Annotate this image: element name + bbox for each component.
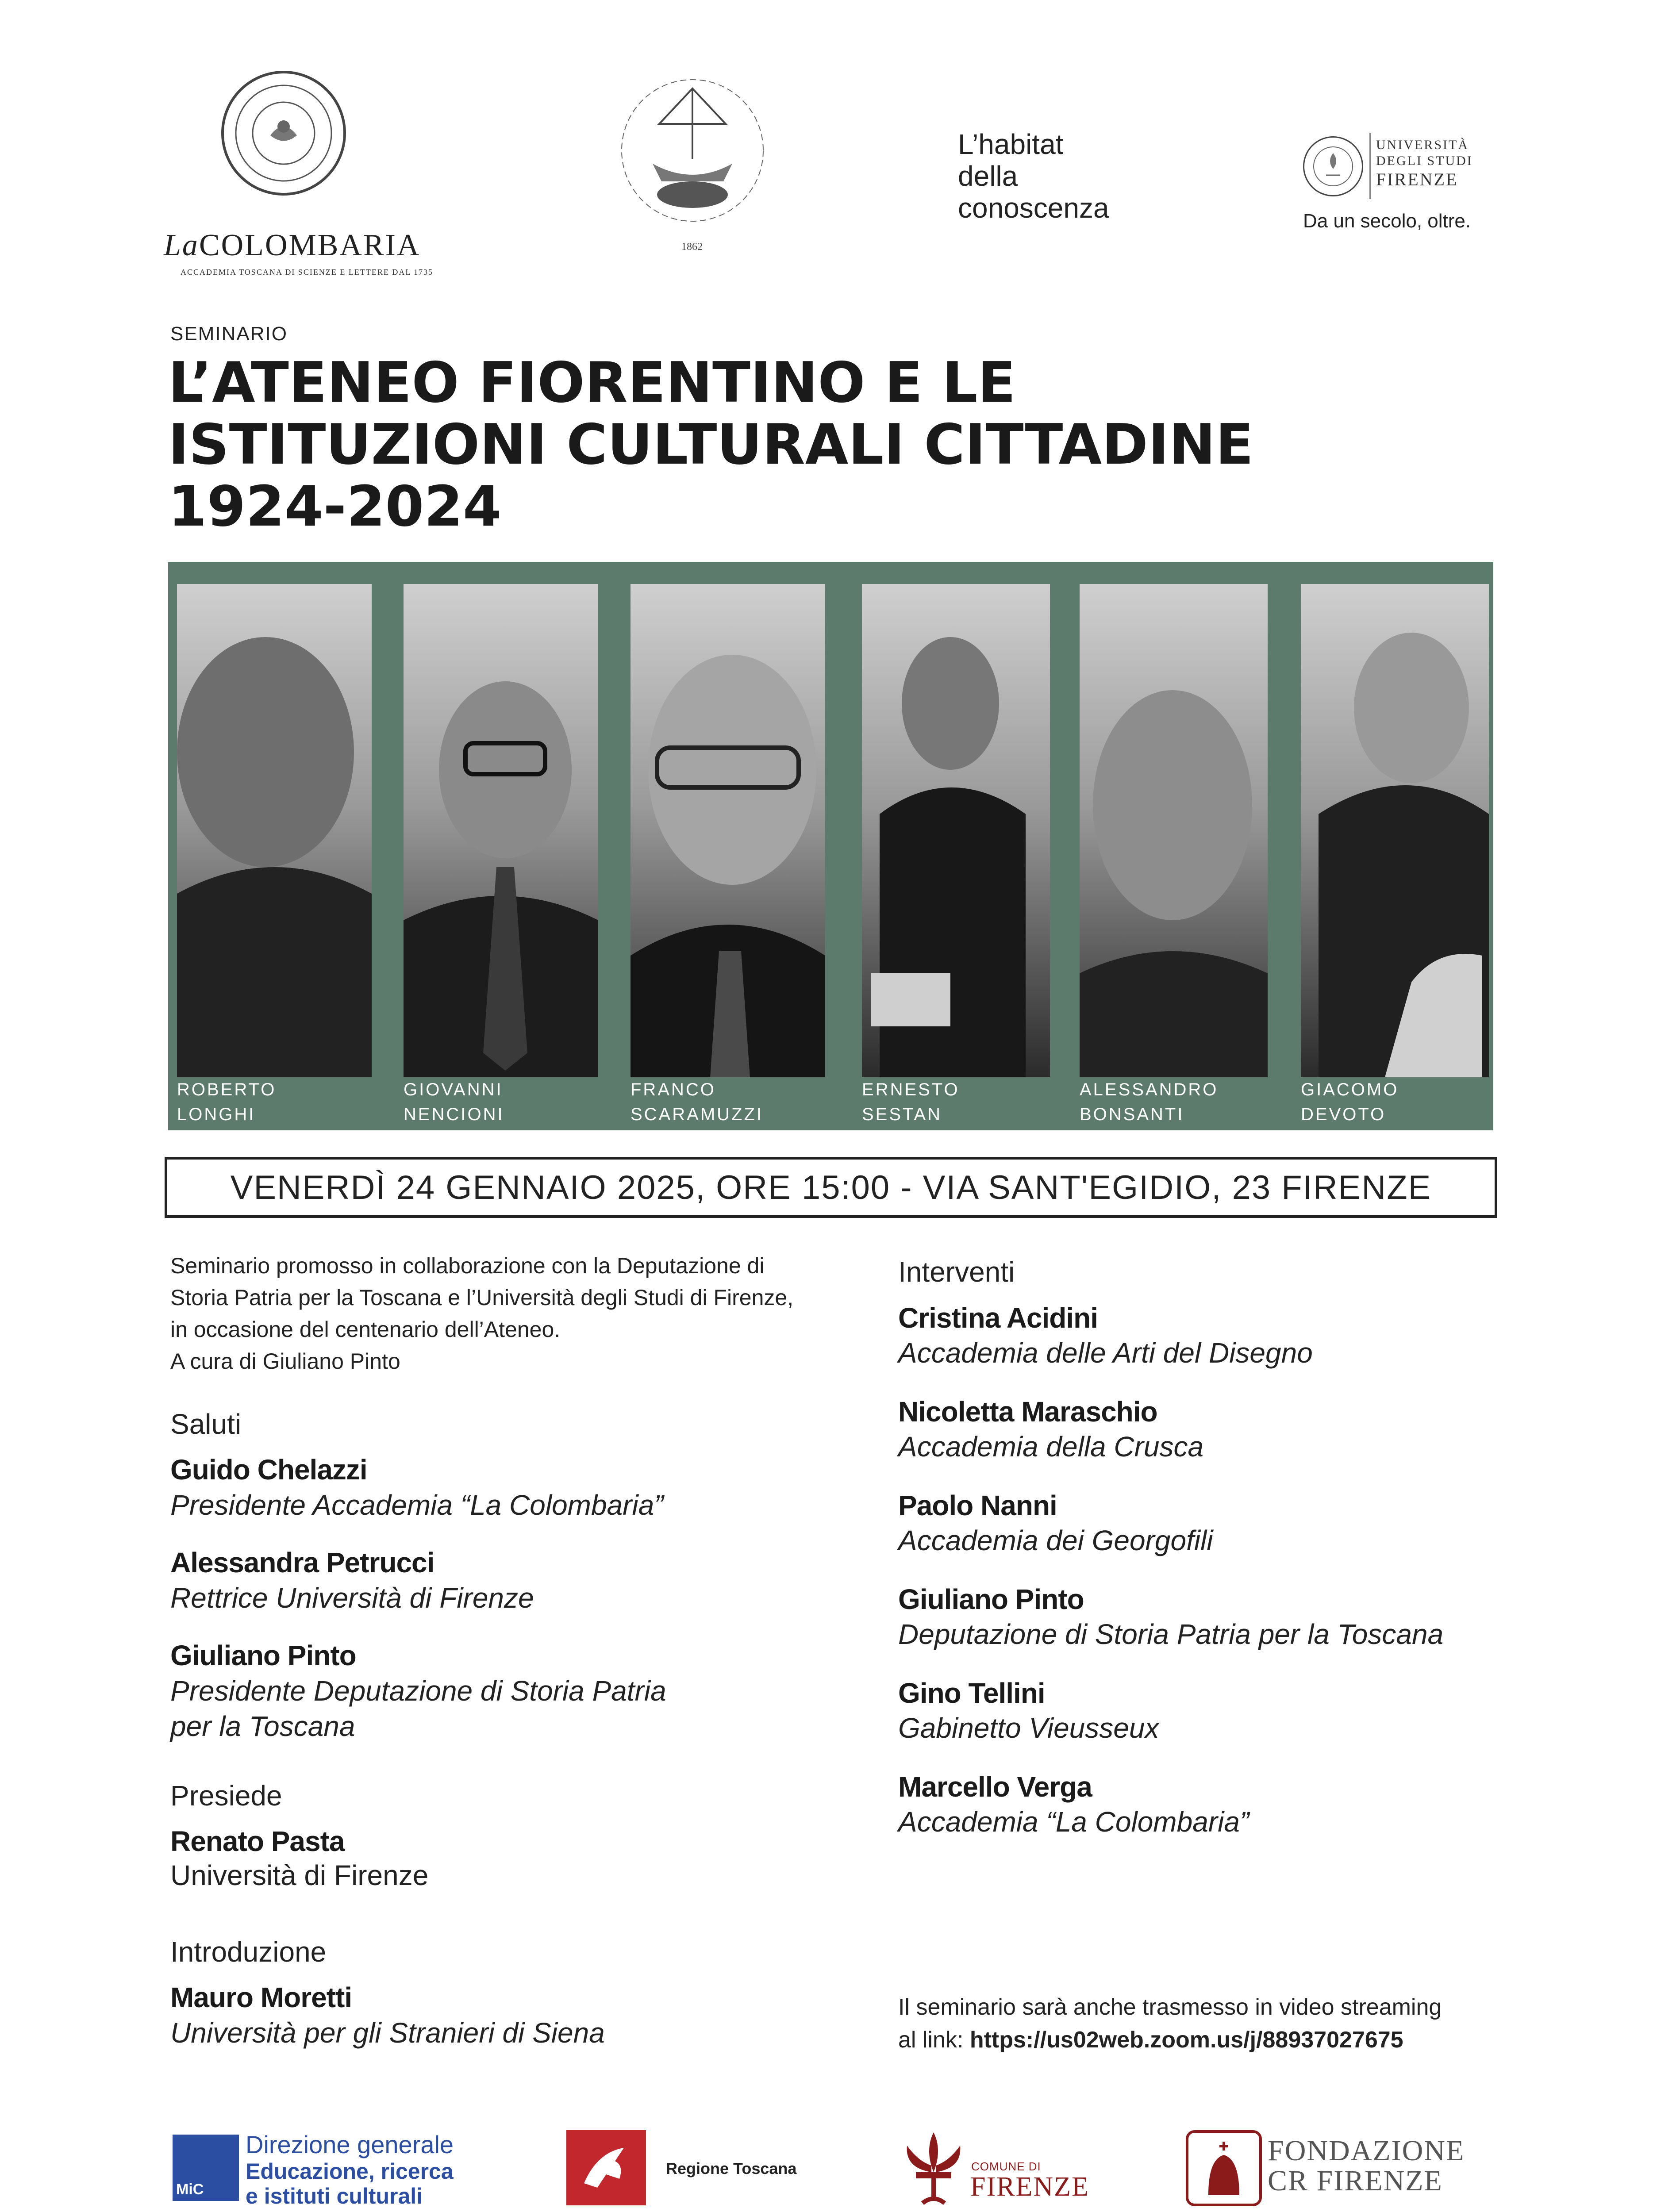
portrait-last-name: BONSANTI [1080,1105,1184,1124]
speaker-role: Accademia della Crusca [898,1431,1204,1463]
unifi-seal-icon [1303,136,1363,196]
unifi-divider [1369,133,1371,199]
portrait-last-name: LONGHI [177,1105,256,1124]
fondazione-line-1: FONDAZIONE [1268,2135,1465,2167]
speaker-role: Gabinetto Vieusseux [898,1712,1159,1744]
portrait-photo-scaramuzzi [631,584,825,1077]
streaming-line: Il seminario sarà anche trasmesso in video streaming [898,1994,1442,2020]
portrait-name-nencioni [404,1077,504,1127]
regione-name: Regione Toscana [666,2159,797,2177]
speaker-name: Alessandra Petrucci [170,1547,434,1578]
portrait-first-name: FRANCO [631,1080,716,1099]
speaker-name: Renato Pasta [170,1825,345,1857]
habitat-logo [958,128,1179,224]
colombaria-subtitle: ACCADEMIA TOSCANA DI SCIENZE E LETTERE DAL 1735 [181,268,434,276]
speaker-role: Presidente Accademia “La Colombaria” [170,1489,664,1521]
colombaria-prefix: La [164,228,199,262]
portrait-last-name: NENCIONI [404,1105,504,1124]
portrait-name-longhi [177,1077,276,1127]
portrait-last-name: DEVOTO [1301,1105,1386,1124]
portrait-last-name: SCARAMUZZI [631,1105,763,1124]
portrait-name-scaramuzzi [631,1077,763,1127]
colombaria-seal-icon [221,71,346,196]
speaker-name: Mauro Moretti [170,1982,352,2013]
unifi-wordmark [1376,137,1473,190]
intro-line: A cura di Giuliano Pinto [170,1349,400,1374]
deputazione-year: 1862 [681,241,703,253]
unifi-line-2: DEGLI STUDI [1376,154,1473,168]
intro-line: Storia Patria per la Toscana e l’Università degli Studi di Firenze, [170,1285,794,1310]
mic-text [246,2130,454,2208]
pegasus-icon [566,2130,646,2205]
title-line-3: 1924-2024 [168,474,502,539]
speaker-role: Università per gli Stranieri di Siena [170,2017,605,2049]
streaming-line [898,2024,1442,2056]
regione-toscana-logo [566,2130,832,2205]
intro-line: Seminario promosso in collaborazione con la Deputazione di [170,1253,765,1278]
colombaria-name [164,228,421,263]
speaker-role [170,1673,666,1744]
speaker-name: Marcello Verga [898,1771,1092,1803]
title-line-2: ISTITUZIONI CULTURALI CITTADINE [168,412,1254,477]
speaker-name: Gino Tellini [898,1677,1045,1709]
comune-small-label: COMUNE DI [971,2160,1041,2173]
portrait-photo-devoto [1301,584,1489,1077]
mic-line-3: e istituti culturali [246,2184,423,2208]
mic-line-1: Direzione generale [246,2131,454,2158]
portrait-name-sestan [862,1077,960,1127]
streaming-prefix: al link: [898,2027,970,2053]
event-date-text: VENERDÌ 24 GENNAIO 2025, ORE 15:00 - VIA SANT'EGIDIO, 23 FIRENZE [230,1168,1432,1206]
mic-line-2: Educazione, ricerca [246,2159,454,2184]
unifi-line-3: FIRENZE [1376,169,1458,189]
speaker-name: Giuliano Pinto [170,1640,356,1671]
event-date-bar [165,1157,1497,1218]
speaker-role: Accademia dei Georgofili [898,1525,1213,1556]
colombaria-main: COLOMBARIA [199,228,421,262]
mic-badge-icon [173,2135,239,2201]
streaming-link[interactable]: https://us02web.zoom.us/j/88937027675 [969,2027,1403,2053]
speaker-role: Accademia “La Colombaria” [898,1806,1249,1838]
unifi-tagline: Da un secolo, oltre. [1303,210,1471,232]
unifi-logo [1303,133,1489,239]
portrait-first-name: ERNESTO [862,1080,960,1099]
portrait-first-name: GIACOMO [1301,1080,1399,1099]
speaker-name: Paolo Nanni [898,1490,1057,1521]
fondazione-emblem-icon [1186,2130,1262,2206]
portrait-photo-nencioni [404,584,598,1077]
habitat-line-3: conoscenza [958,192,1109,224]
portrait-name-bonsanti [1080,1077,1218,1127]
speaker-role: Rettrice Università di Firenze [170,1582,534,1614]
deputazione-logo [611,62,774,257]
streaming-note [898,1991,1442,2056]
intro-paragraph [170,1250,878,1377]
portrait-photo-sestan [862,584,1050,1077]
habitat-line-2: della [958,160,1018,192]
portrait-photo-bonsanti [1080,584,1268,1077]
unifi-line-1: UNIVERSITÀ [1376,138,1469,152]
speaker-role: Accademia delle Arti del Disegno [898,1337,1313,1369]
fleur-de-lis-icon [900,2128,967,2208]
habitat-line-1: L’habitat [958,128,1064,160]
speaker-name: Cristina Acidini [898,1302,1098,1334]
speaker-role: Università di Firenze [170,1859,429,1891]
presiede-heading: Presiede [170,1780,282,1812]
introduzione-heading: Introduzione [170,1936,327,1968]
deputazione-ship-icon [611,62,774,257]
portrait-last-name: SESTAN [862,1105,942,1124]
portrait-first-name: ROBERTO [177,1080,277,1099]
interventi-heading: Interventi [898,1256,1015,1288]
speaker-role-line: per la Toscana [170,1710,355,1742]
title-line-1: L’ATENEO FIORENTINO E LE [168,350,1016,415]
intro-line: in occasione del centenario dell’Ateneo. [170,1317,561,1342]
mic-badge-label: MiC [176,2181,204,2198]
comune-big-label: FIRENZE [970,2172,1089,2202]
speaker-role-line: Presidente Deputazione di Storia Patria [170,1675,666,1707]
mic-logo [173,2130,465,2208]
colombaria-logo [164,71,434,279]
speaker-name: Guido Chelazzi [170,1454,367,1486]
portrait-photo-longhi [177,584,372,1077]
portrait-name-devoto [1301,1077,1399,1127]
speaker-name: Nicoletta Maraschio [898,1396,1157,1428]
fondazione-line-2: CR FIRENZE [1268,2165,1443,2197]
comune-firenze-logo [900,2128,1122,2208]
seminar-kicker: SEMINARIO [170,323,288,345]
speaker-role: Deputazione di Storia Patria per la Toscana [898,1618,1444,1650]
portrait-first-name: GIOVANNI [404,1080,503,1099]
speaker-name: Giuliano Pinto [898,1583,1084,1615]
portrait-first-name: ALESSANDRO [1080,1080,1219,1099]
saluti-heading: Saluti [170,1408,242,1440]
fondazione-cr-logo [1186,2130,1469,2208]
